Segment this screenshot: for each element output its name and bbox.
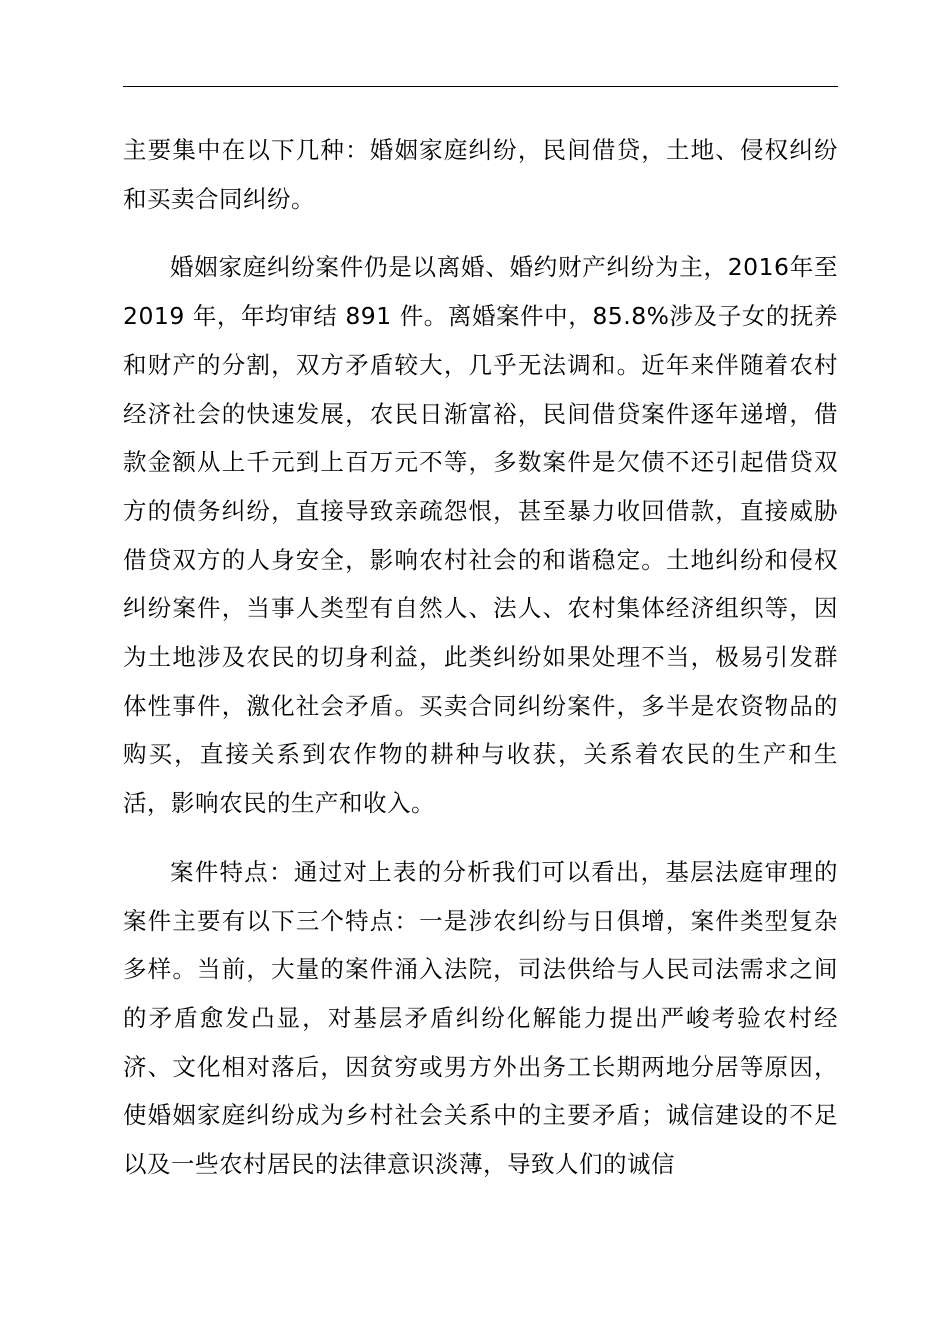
paragraph-marriage-family-disputes: 婚姻家庭纠纷案件仍是以离婚、婚约财产纠纷为主，2016年至 2019 年，年均审结 891 件。离婚案件中，85.8%涉及子女的抚养和财产的分割，双方矛盾较大，几乎无法调和。近年来伴随着农村经济社会的快速发展，农民日渐富裕，民间借贷案件逐年递增，借款金额从上千元到上百万元不等，多数案件是欠债不还引起借贷双方的债务纠纷，直接导致亲疏怨恨，甚至暴力收回借款，直接威胁借贷双方的人身安全，影响农村社会的和谐稳定。土地纠纷和侵权纠纷案件，当事人类型有自然人、法人、农村集体经济组织等，因为土地涉及农民的切身利益，此类纠纷如果处理不当，极易引发群体性事件，激化社会矛盾。买卖合同纠纷案件，多半是农资物品的购买，直接关系到农作物的耕种与收获，关系着农民的生产和生活，影响农民的生产和收入。 bbox=[123, 253, 838, 818]
paragraph-continuation: 主要集中在以下几种：婚姻家庭纠纷，民间借贷，土地、侵权纠纷和买卖合同纠纷。 bbox=[123, 136, 838, 213]
header-divider bbox=[123, 86, 838, 87]
paragraph-case-characteristics: 案件特点：通过对上表的分析我们可以看出，基层法庭审理的案件主要有以下三个特点：一是涉农纠纷与日俱增，案件类型复杂多样。当前，大量的案件涌入法院，司法供给与人民司法需求之间的矛盾愈发凸显，对基层矛盾纠纷化解能力提出严峻考验农村经济、文化相对落后，因贫穷或男方外出务工长期两地分居等原因，使婚姻家庭纠纷成为乡村社会关系中的主要矛盾；诚信建设的不足以及一些农村居民的法律意识淡薄，导致人们的诚信 bbox=[123, 857, 838, 1179]
document-body bbox=[123, 126, 838, 1189]
